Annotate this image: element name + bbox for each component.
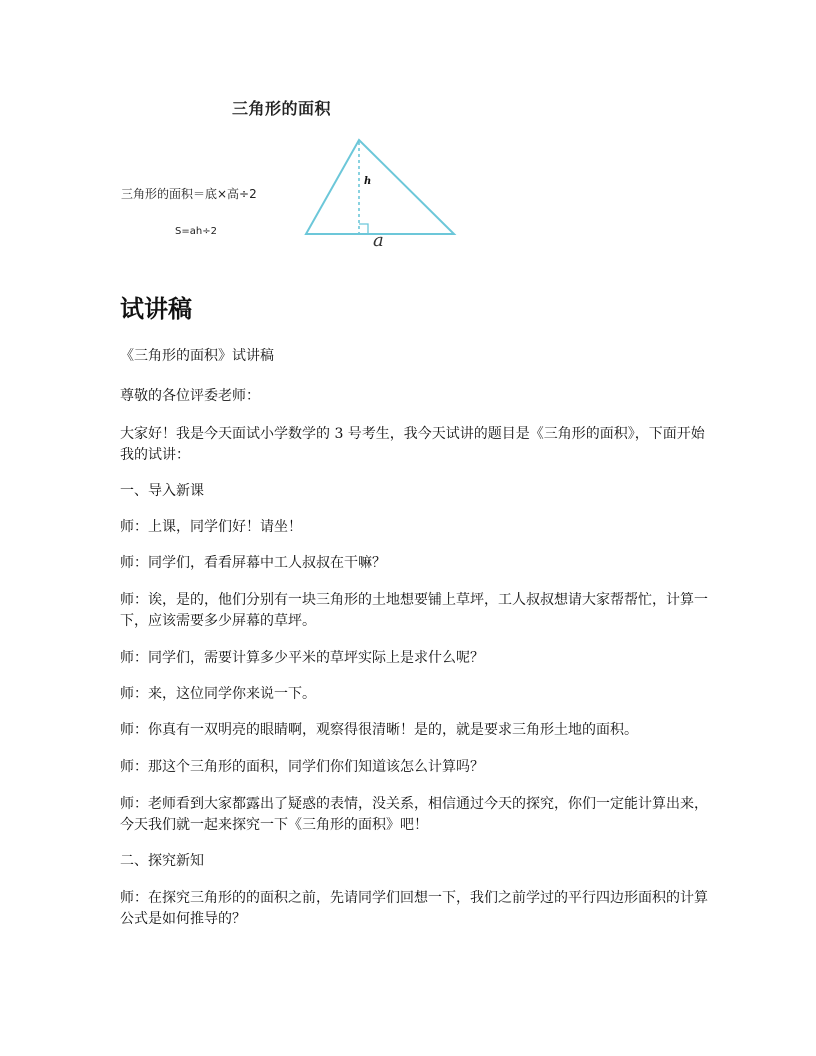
paragraph: 师：那这个三角形的面积，同学们你们知道该怎么计算吗？	[120, 759, 484, 775]
page-heading: 试讲稿	[120, 295, 192, 323]
paragraph: 师：诶，是的，他们分别有一块三角形的土地想要铺上草坪，工人叔叔想请大家帮帮忙，计算一下，应该需要多少屏幕的草坪。	[120, 592, 708, 629]
paragraph: 师：同学们，需要计算多少平米的草坪实际上是求什么呢？	[120, 650, 484, 666]
area-formula-text: 三角形的面积＝底×高÷2	[121, 187, 257, 201]
paragraph: 师：在探究三角形的的面积之前，先请同学们回想一下，我们之前学过的平行四边形面积的计算公式是如何推导的？	[120, 890, 708, 927]
height-label: h	[364, 176, 372, 187]
triangle-shape	[306, 140, 454, 234]
paragraph: 师：你真有一双明亮的眼睛啊，观察得很清晰！是的，就是要求三角形土地的面积。	[120, 722, 638, 738]
section-heading-intro: 一、导入新课	[120, 483, 204, 499]
paragraph-intro: 大家好！我是今天面试小学数学的 3 号考生，我今天试讲的题目是《三角形的面积》，下面开始我的试讲：	[120, 426, 705, 463]
base-label: a	[373, 230, 384, 251]
right-angle-mark	[359, 224, 368, 233]
area-formula-symbol: S=ah÷2	[175, 226, 217, 237]
triangle-area-figure	[0, 0, 816, 270]
paragraph-greeting: 尊敬的各位评委老师：	[120, 388, 260, 404]
figure-title: 三角形的面积	[232, 99, 332, 118]
triangle-diagram	[300, 136, 460, 236]
paragraph: 师：来，这位同学你来说一下。	[120, 686, 316, 702]
paragraph: 师：同学们，看看屏幕中工人叔叔在干嘛？	[120, 555, 386, 571]
section-heading-explore: 二、探究新知	[120, 853, 204, 869]
paragraph-title: 《三角形的面积》试讲稿	[120, 348, 274, 364]
paragraph: 师：老师看到大家都露出了疑惑的表情，没关系，相信通过今天的探究，你们一定能计算出来，今天我们就一起来探究一下《三角形的面积》吧！	[120, 796, 708, 833]
paragraph: 师：上课，同学们好！请坐！	[120, 519, 302, 535]
